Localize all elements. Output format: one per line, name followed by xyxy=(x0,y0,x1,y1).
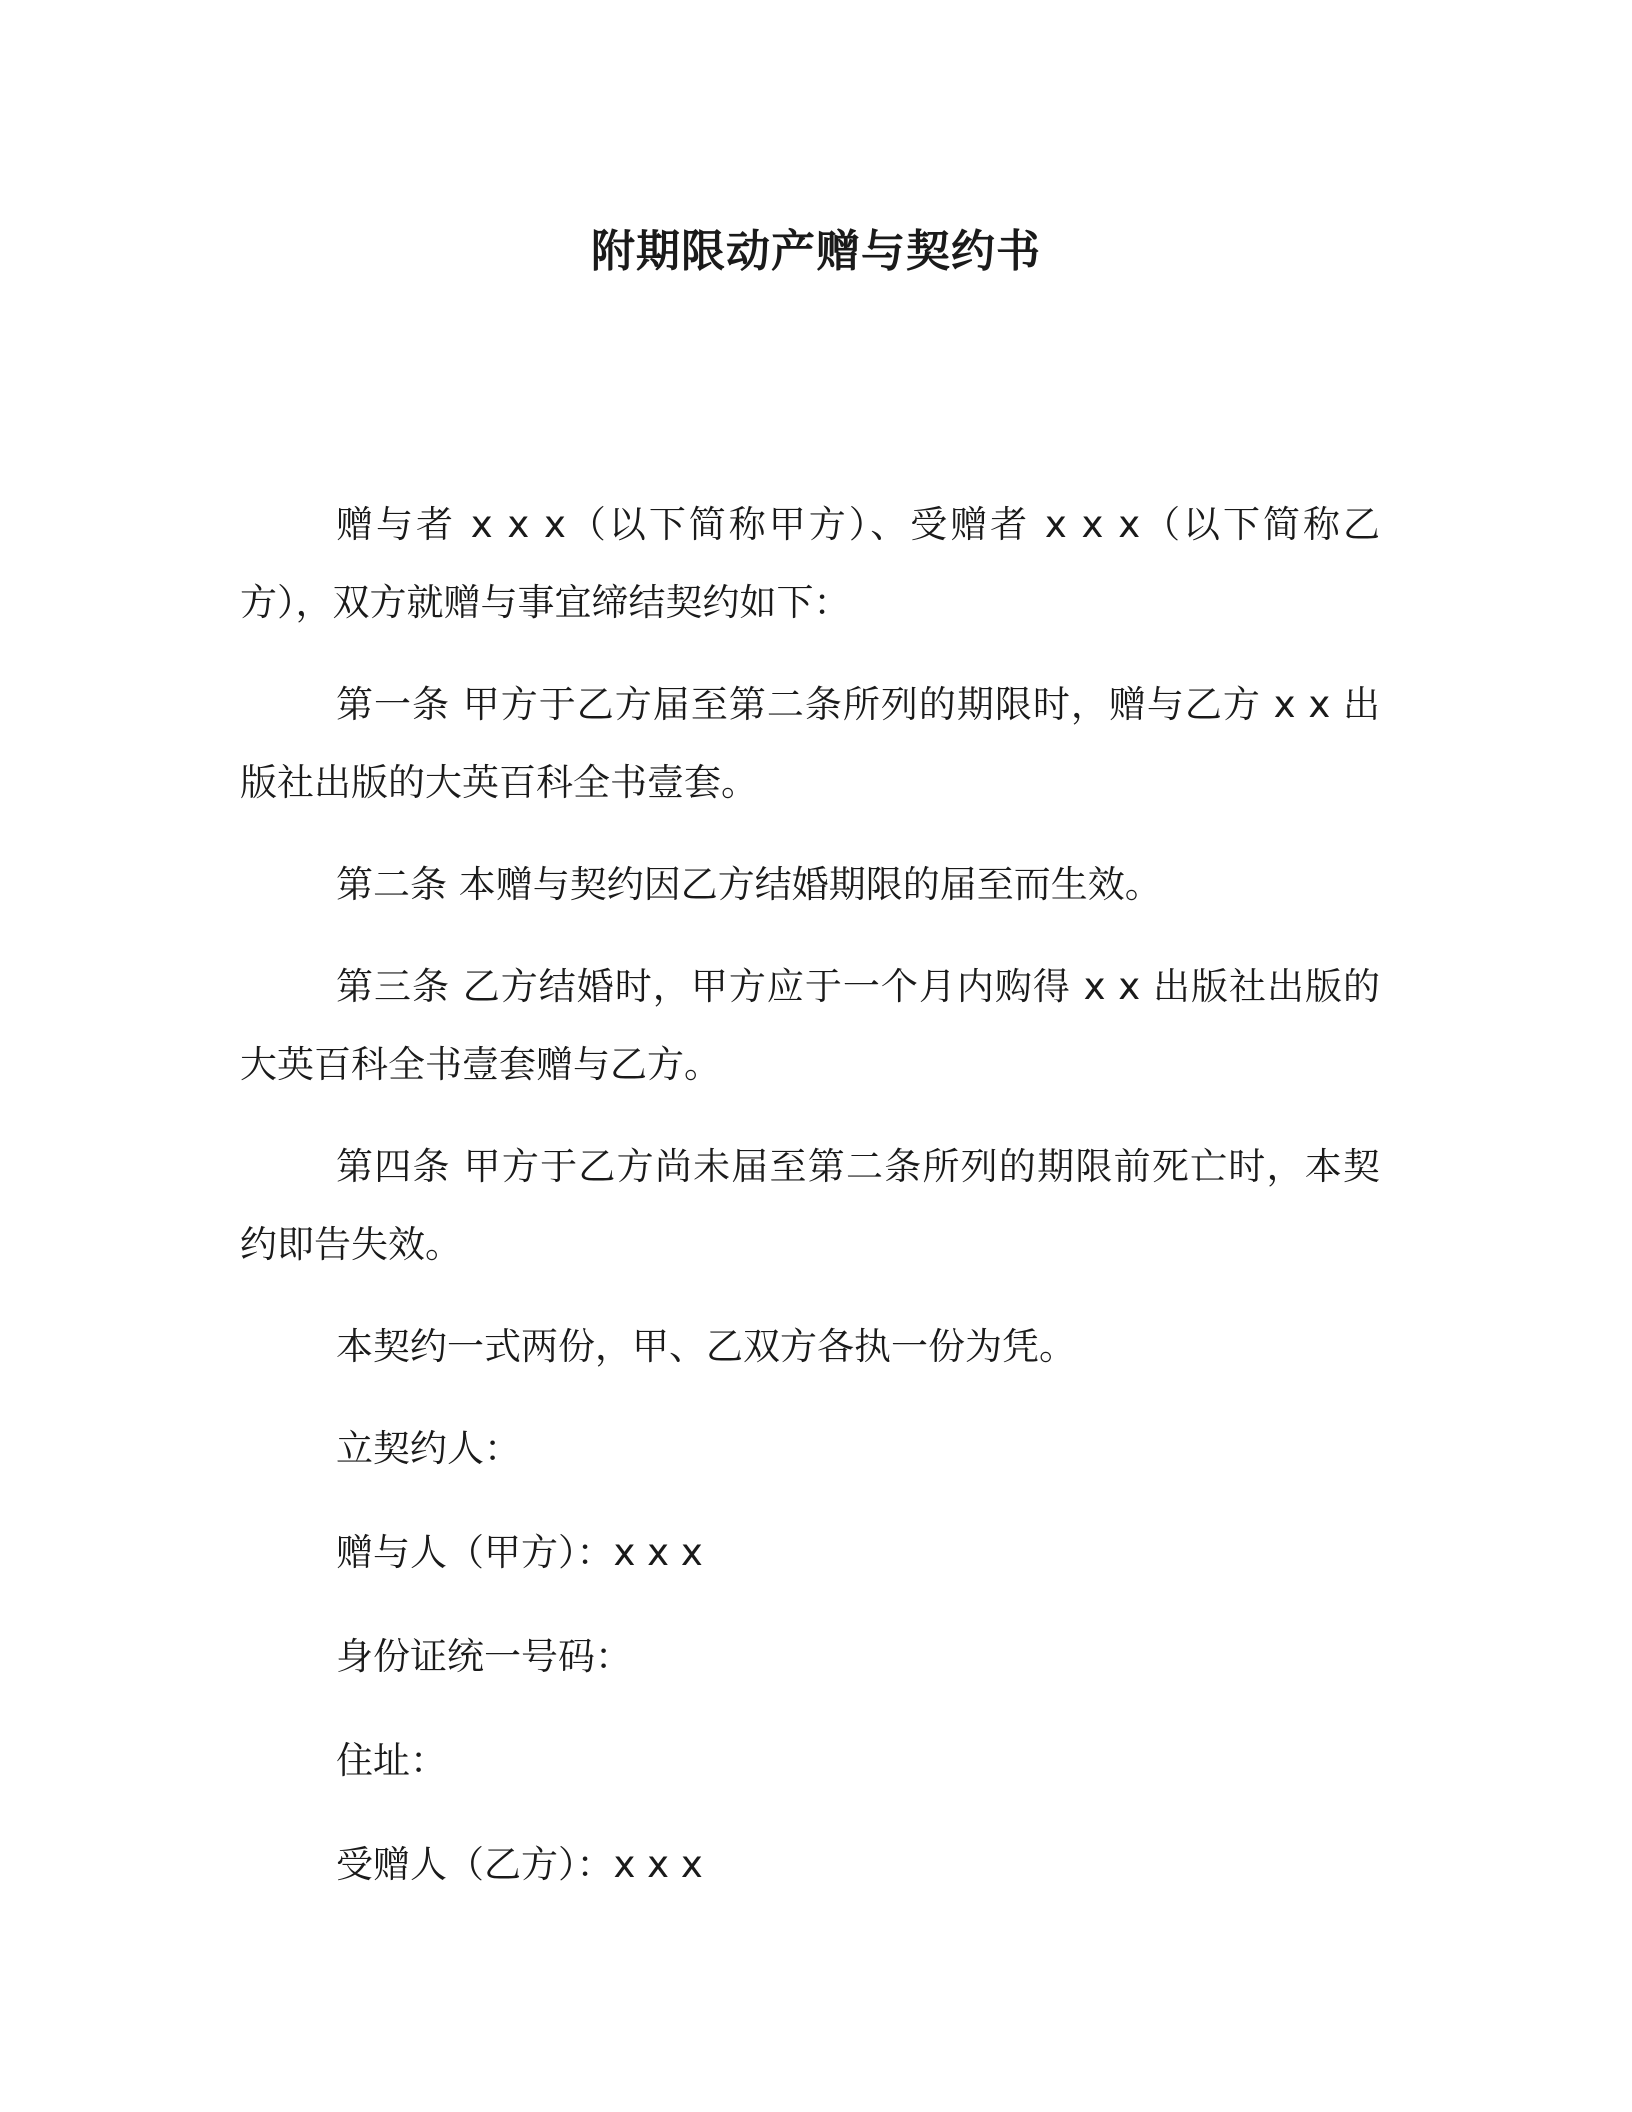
article-3-paragraph: 第三条 乙方结婚时，甲方应于一个月内购得 x x 出版社出版的大英百科全书壹套赠与乙方。 xyxy=(240,965,1380,1086)
donee-field: 受赠人（乙方）：x x x xyxy=(336,1843,703,1886)
donor-field: 赠与人（甲方）：x x x xyxy=(336,1531,703,1574)
contracting-parties-label: 立契约人： xyxy=(336,1427,521,1470)
document-title: 附期限动产赠与契约书 xyxy=(591,226,1041,277)
article-2-paragraph: 第二条 本赠与契约因乙方结婚期限的届至而生效。 xyxy=(336,863,1162,906)
article-1-paragraph: 第一条 甲方于乙方届至第二条所列的期限时，赠与乙方 x x 出版社出版的大英百科全书壹套。 xyxy=(240,683,1380,804)
copies-paragraph: 本契约一式两份，甲、乙双方各执一份为凭。 xyxy=(336,1325,1076,1368)
document-body xyxy=(240,486,1380,1930)
article-4-paragraph: 第四条 甲方于乙方尚未届至第二条所列的期限前死亡时，本契约即告失效。 xyxy=(240,1145,1380,1266)
address-field: 住址： xyxy=(336,1739,447,1782)
preamble-paragraph: 赠与者 x x x（以下简称甲方）、受赠者 x x x（以下简称乙方），双方就赠与事宜缔结契约如下： xyxy=(240,503,1380,624)
id-number-field: 身份证统一号码： xyxy=(336,1635,632,1678)
